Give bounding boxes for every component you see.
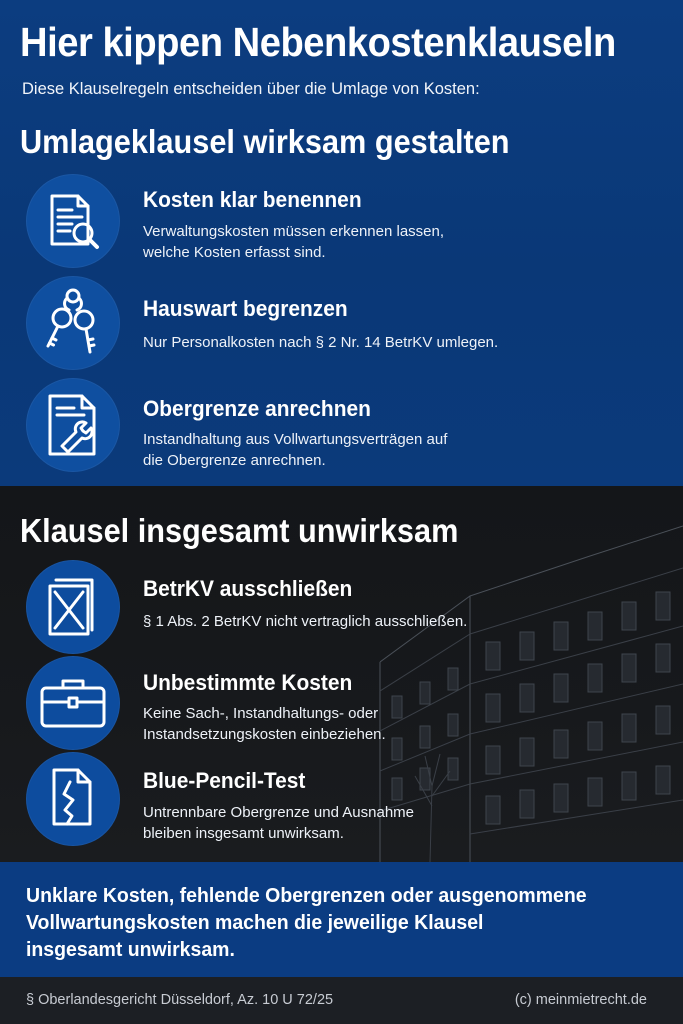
summary-line: insgesamt unwirksam. bbox=[26, 938, 235, 961]
list-item-betrkv bbox=[0, 560, 683, 660]
keys-icon bbox=[26, 276, 120, 370]
toolbox-icon bbox=[26, 656, 120, 750]
section-title-invalid: Klausel insgesamt unwirksam bbox=[20, 512, 459, 549]
item-line: Instandsetzungskosten einbeziehen. bbox=[143, 726, 386, 743]
torn-document-icon bbox=[26, 752, 120, 846]
list-item-unbestimmte bbox=[0, 656, 683, 756]
document-magnifier-icon bbox=[26, 174, 120, 268]
item-line: Keine Sach-, Instandhaltungs- oder bbox=[143, 705, 379, 722]
item-title: Unbestimmte Kosten bbox=[143, 670, 353, 695]
list-item-kosten-klar bbox=[0, 170, 683, 270]
item-description bbox=[143, 703, 543, 745]
item-description bbox=[143, 429, 543, 471]
item-description bbox=[143, 221, 543, 263]
item-line: welche Kosten erfasst sind. bbox=[143, 244, 326, 261]
summary-line: Unklare Kosten, fehlende Obergrenzen oder ausgenommene bbox=[26, 884, 587, 907]
document-wrench-icon bbox=[26, 378, 120, 472]
item-title: Hauswart begrenzen bbox=[143, 296, 348, 321]
top-section bbox=[0, 0, 683, 486]
section-title-valid: Umlageklausel wirksam gestalten bbox=[20, 123, 510, 160]
summary-line: Vollwartungskosten machen die jeweilige Klausel bbox=[26, 911, 484, 934]
item-description bbox=[143, 802, 543, 844]
page-subtitle: Diese Klauselregeln entscheiden über die Umlage von Kosten: bbox=[22, 80, 480, 98]
crossed-document-icon bbox=[26, 560, 120, 654]
item-description bbox=[143, 611, 543, 632]
page-title: Hier kippen Nebenkostenklauseln bbox=[20, 19, 616, 65]
item-line: Untrennbare Obergrenze und Ausnahme bbox=[143, 804, 415, 821]
item-title: BetrKV ausschließen bbox=[143, 576, 353, 601]
item-line: die Obergrenze anrechnen. bbox=[143, 452, 326, 469]
item-title: Kosten klar benennen bbox=[143, 187, 362, 212]
list-item-obergrenze bbox=[0, 378, 683, 478]
item-title: Obergrenze anrechnen bbox=[143, 396, 371, 421]
copyright: (c) meinmietrecht.de bbox=[514, 992, 647, 1008]
footer bbox=[0, 977, 683, 1024]
item-description bbox=[143, 332, 543, 353]
source-citation: § Oberlandesgericht Düsseldorf, Az. 10 U 72/25 bbox=[26, 992, 334, 1008]
item-line: Verwaltungskosten müssen erkennen lassen, bbox=[143, 223, 445, 240]
item-line: Instandhaltung aus Vollwartungsverträgen auf bbox=[143, 431, 448, 448]
list-item-hauswart bbox=[0, 274, 683, 374]
item-line: § 1 Abs. 2 BetrKV nicht vertraglich ausschließen. bbox=[143, 613, 468, 630]
summary-banner bbox=[0, 862, 683, 977]
summary-text bbox=[26, 882, 634, 963]
item-title: Blue-Pencil-Test bbox=[143, 768, 306, 793]
list-item-blue-pencil bbox=[0, 752, 683, 852]
item-line: Nur Personalkosten nach § 2 Nr. 14 BetrKV umlegen. bbox=[143, 334, 499, 351]
item-line: bleiben insgesamt unwirksam. bbox=[143, 825, 344, 842]
dark-section bbox=[0, 486, 683, 862]
